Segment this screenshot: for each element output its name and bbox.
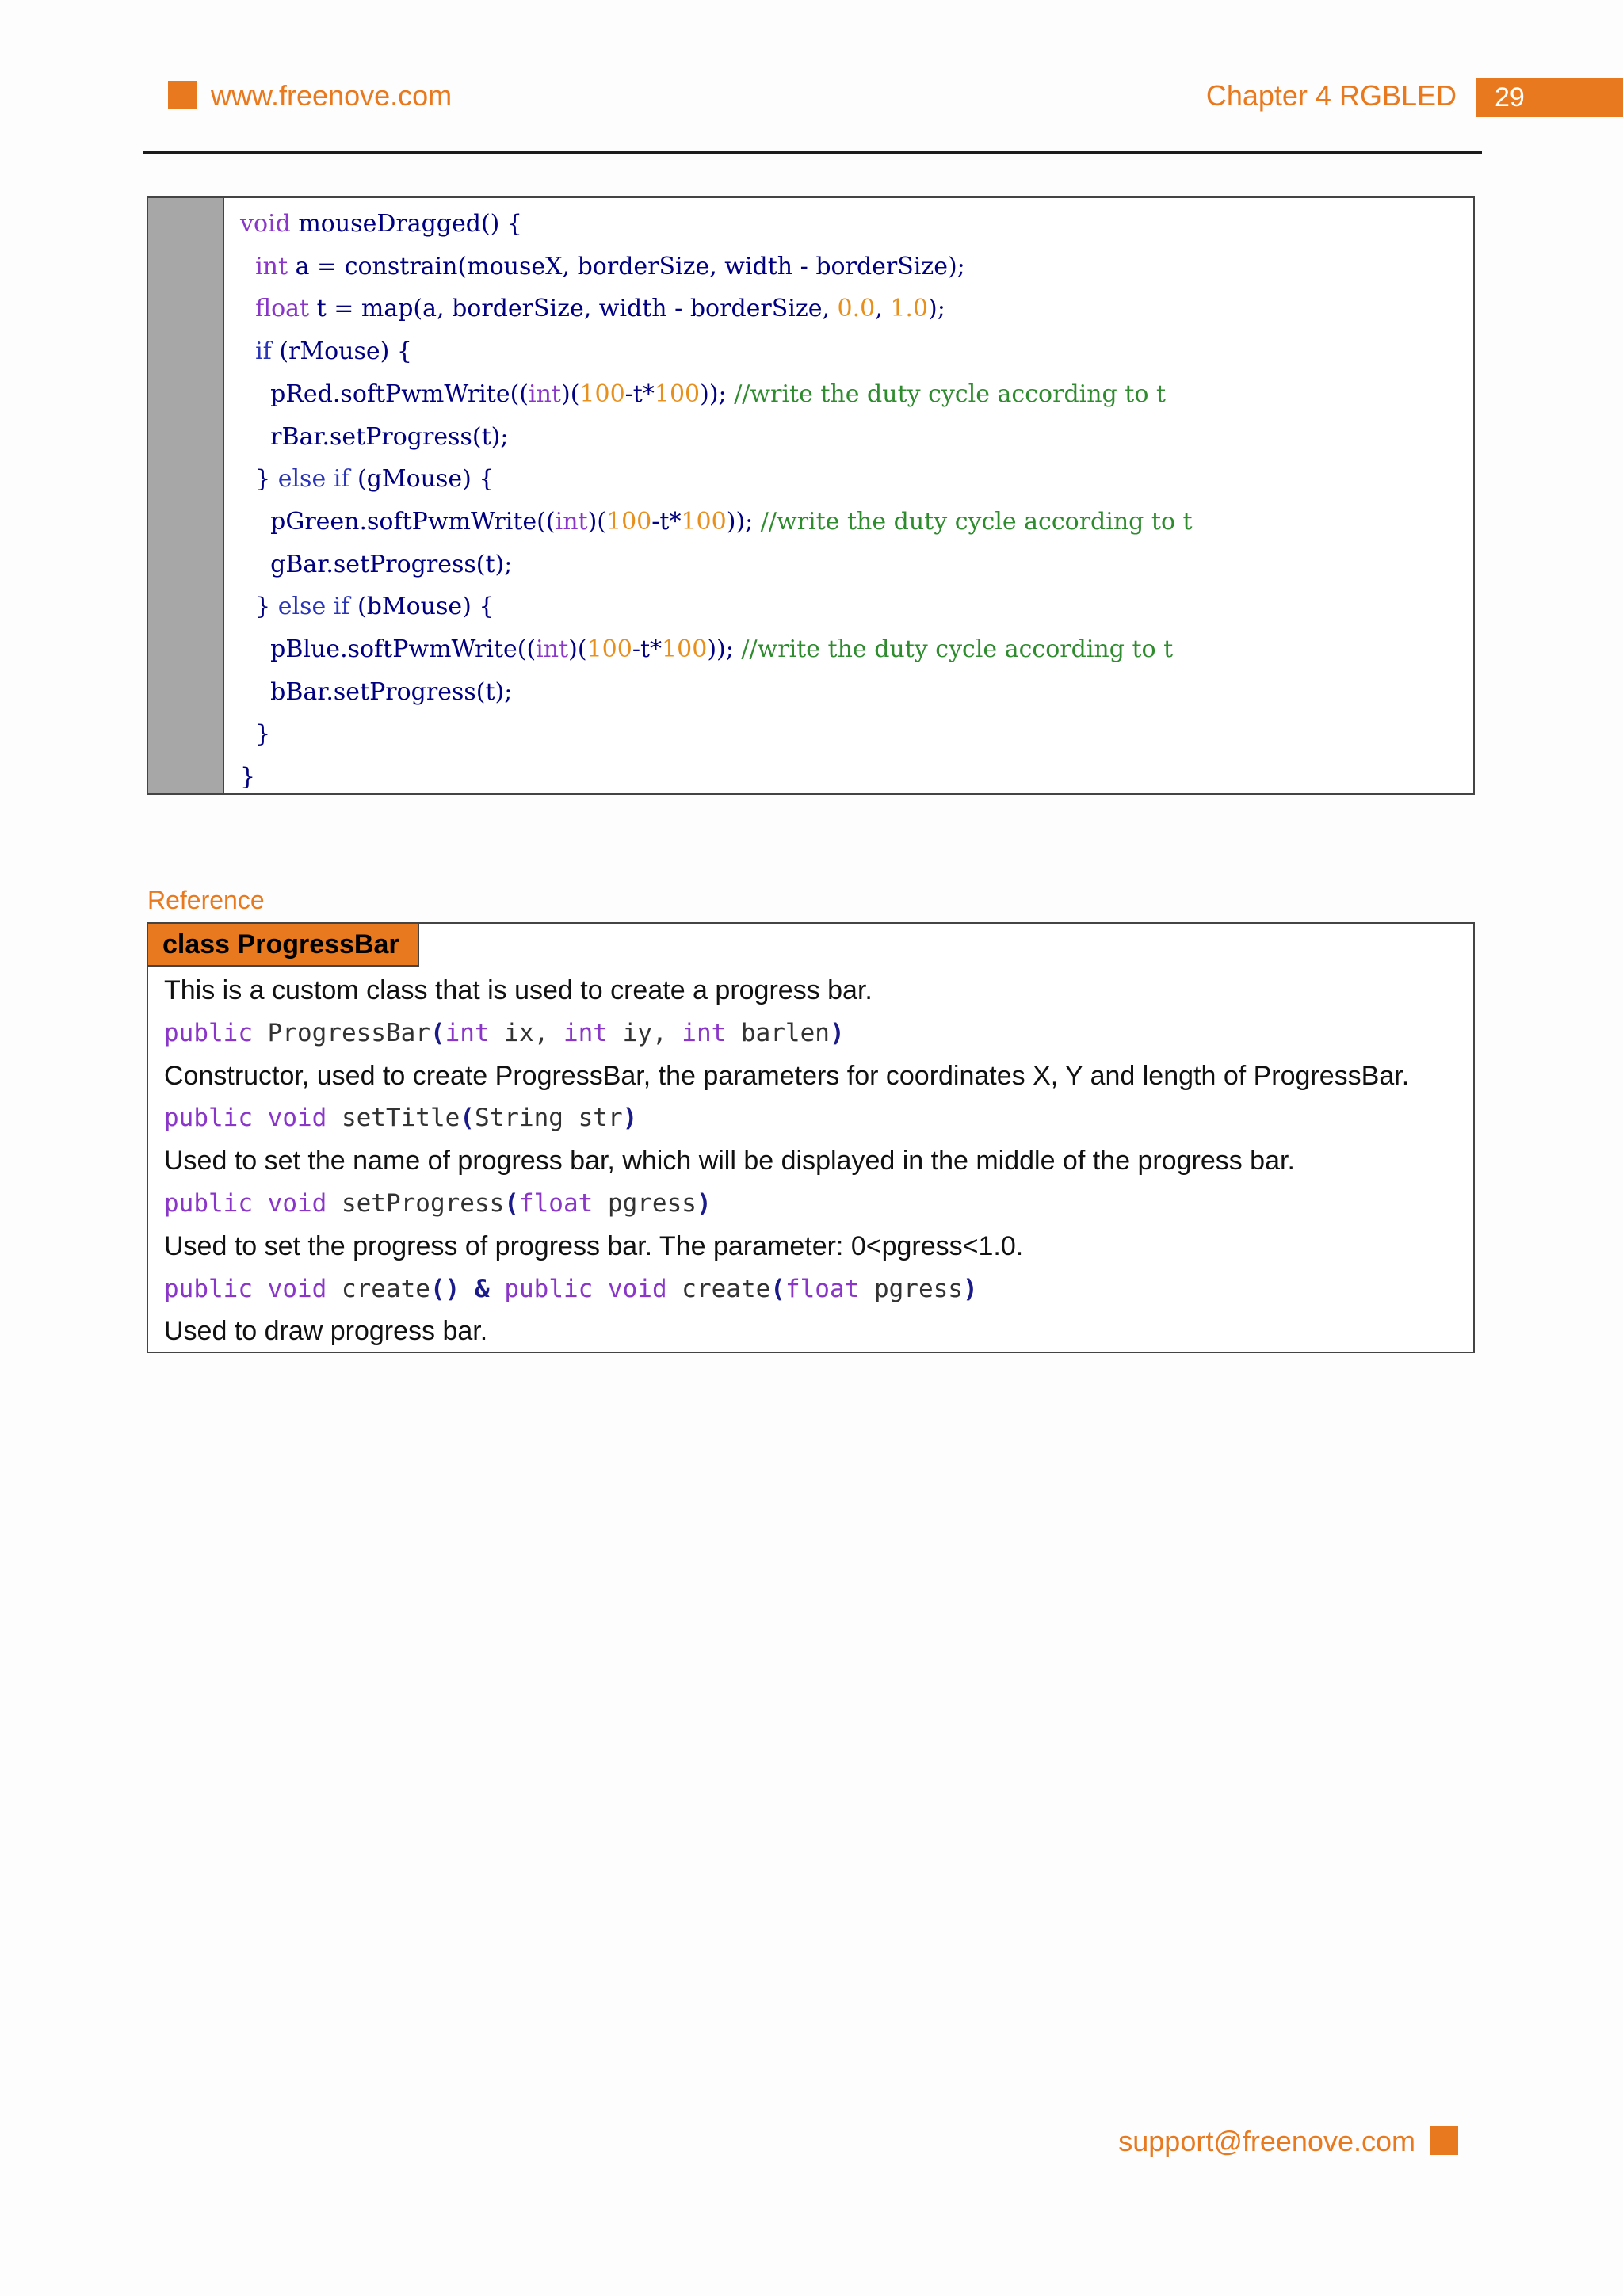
- code-line: float t = map(a, borderSize, width - borderSize, 0.0, 1.0);: [255, 295, 945, 323]
- code-line: pGreen.softPwmWrite((int)(100-t*100)); //write the duty cycle according to t: [240, 507, 1193, 536]
- code-block: [147, 196, 1475, 795]
- code-line: }: [240, 763, 256, 791]
- code-line: int a = constrain(mouseX, borderSize, width - borderSize);: [255, 252, 965, 280]
- code-line: } else if (bMouse) {: [240, 593, 495, 621]
- code-line: pRed.softPwmWrite((int)(100-t*100)); //write the duty cycle according to t: [240, 379, 1167, 408]
- code-line: rBar.setProgress(t);: [240, 422, 509, 451]
- code-line: void mouseDragged() {: [240, 210, 523, 238]
- code-line: } else if (gMouse) {: [240, 465, 495, 494]
- reference-label: Reference: [147, 886, 265, 914]
- reference-signature: public ProgressBar(int ix, int iy, int barlen): [164, 1018, 845, 1047]
- code-gutter: [148, 198, 224, 793]
- code-line: bBar.setProgress(t);: [240, 677, 513, 706]
- reference-signature: public void setProgress(float pgress): [164, 1188, 712, 1218]
- header-chapter-title: Chapter 4 RGBLED: [1205, 79, 1457, 112]
- reference-signature: public void setTitle(String str): [164, 1104, 638, 1133]
- reference-description: Constructor, used to create ProgressBar, the parameters for coordinates X, Y and length of ProgressBar.: [164, 1060, 1410, 1091]
- reference-signature: public void create() & public void create(float pgress): [164, 1274, 978, 1303]
- reference-class-title: class ProgressBar: [147, 922, 419, 967]
- header-logo-square: [168, 81, 197, 109]
- reference-rows: [164, 970, 1457, 1353]
- reference-table: [147, 922, 1475, 1353]
- code-lines: [240, 203, 1193, 799]
- code-line: }: [240, 720, 271, 749]
- header-divider: [143, 151, 1482, 154]
- code-line: pBlue.softPwmWrite((int)(100-t*100)); //write the duty cycle according to t: [240, 635, 1174, 664]
- page-number-badge: [1476, 78, 1623, 117]
- footer-logo-square: [1430, 2126, 1458, 2155]
- code-line: gBar.setProgress(t);: [240, 550, 513, 578]
- reference-description: Used to set the name of progress bar, which will be displayed in the middle of the progress bar.: [164, 1146, 1295, 1177]
- reference-description: This is a custom class that is used to create a progress bar.: [164, 975, 873, 1005]
- page-number: 29: [1495, 82, 1525, 113]
- header-site-link[interactable]: www.freenove.com: [211, 79, 453, 112]
- footer-email-link[interactable]: support@freenove.com: [1118, 2125, 1415, 2157]
- code-line: if (rMouse) {: [255, 338, 412, 366]
- reference-description: Used to set the progress of progress bar. The parameter: 0<pgress<1.0.: [164, 1230, 1024, 1261]
- reference-description: Used to draw progress bar.: [164, 1316, 488, 1347]
